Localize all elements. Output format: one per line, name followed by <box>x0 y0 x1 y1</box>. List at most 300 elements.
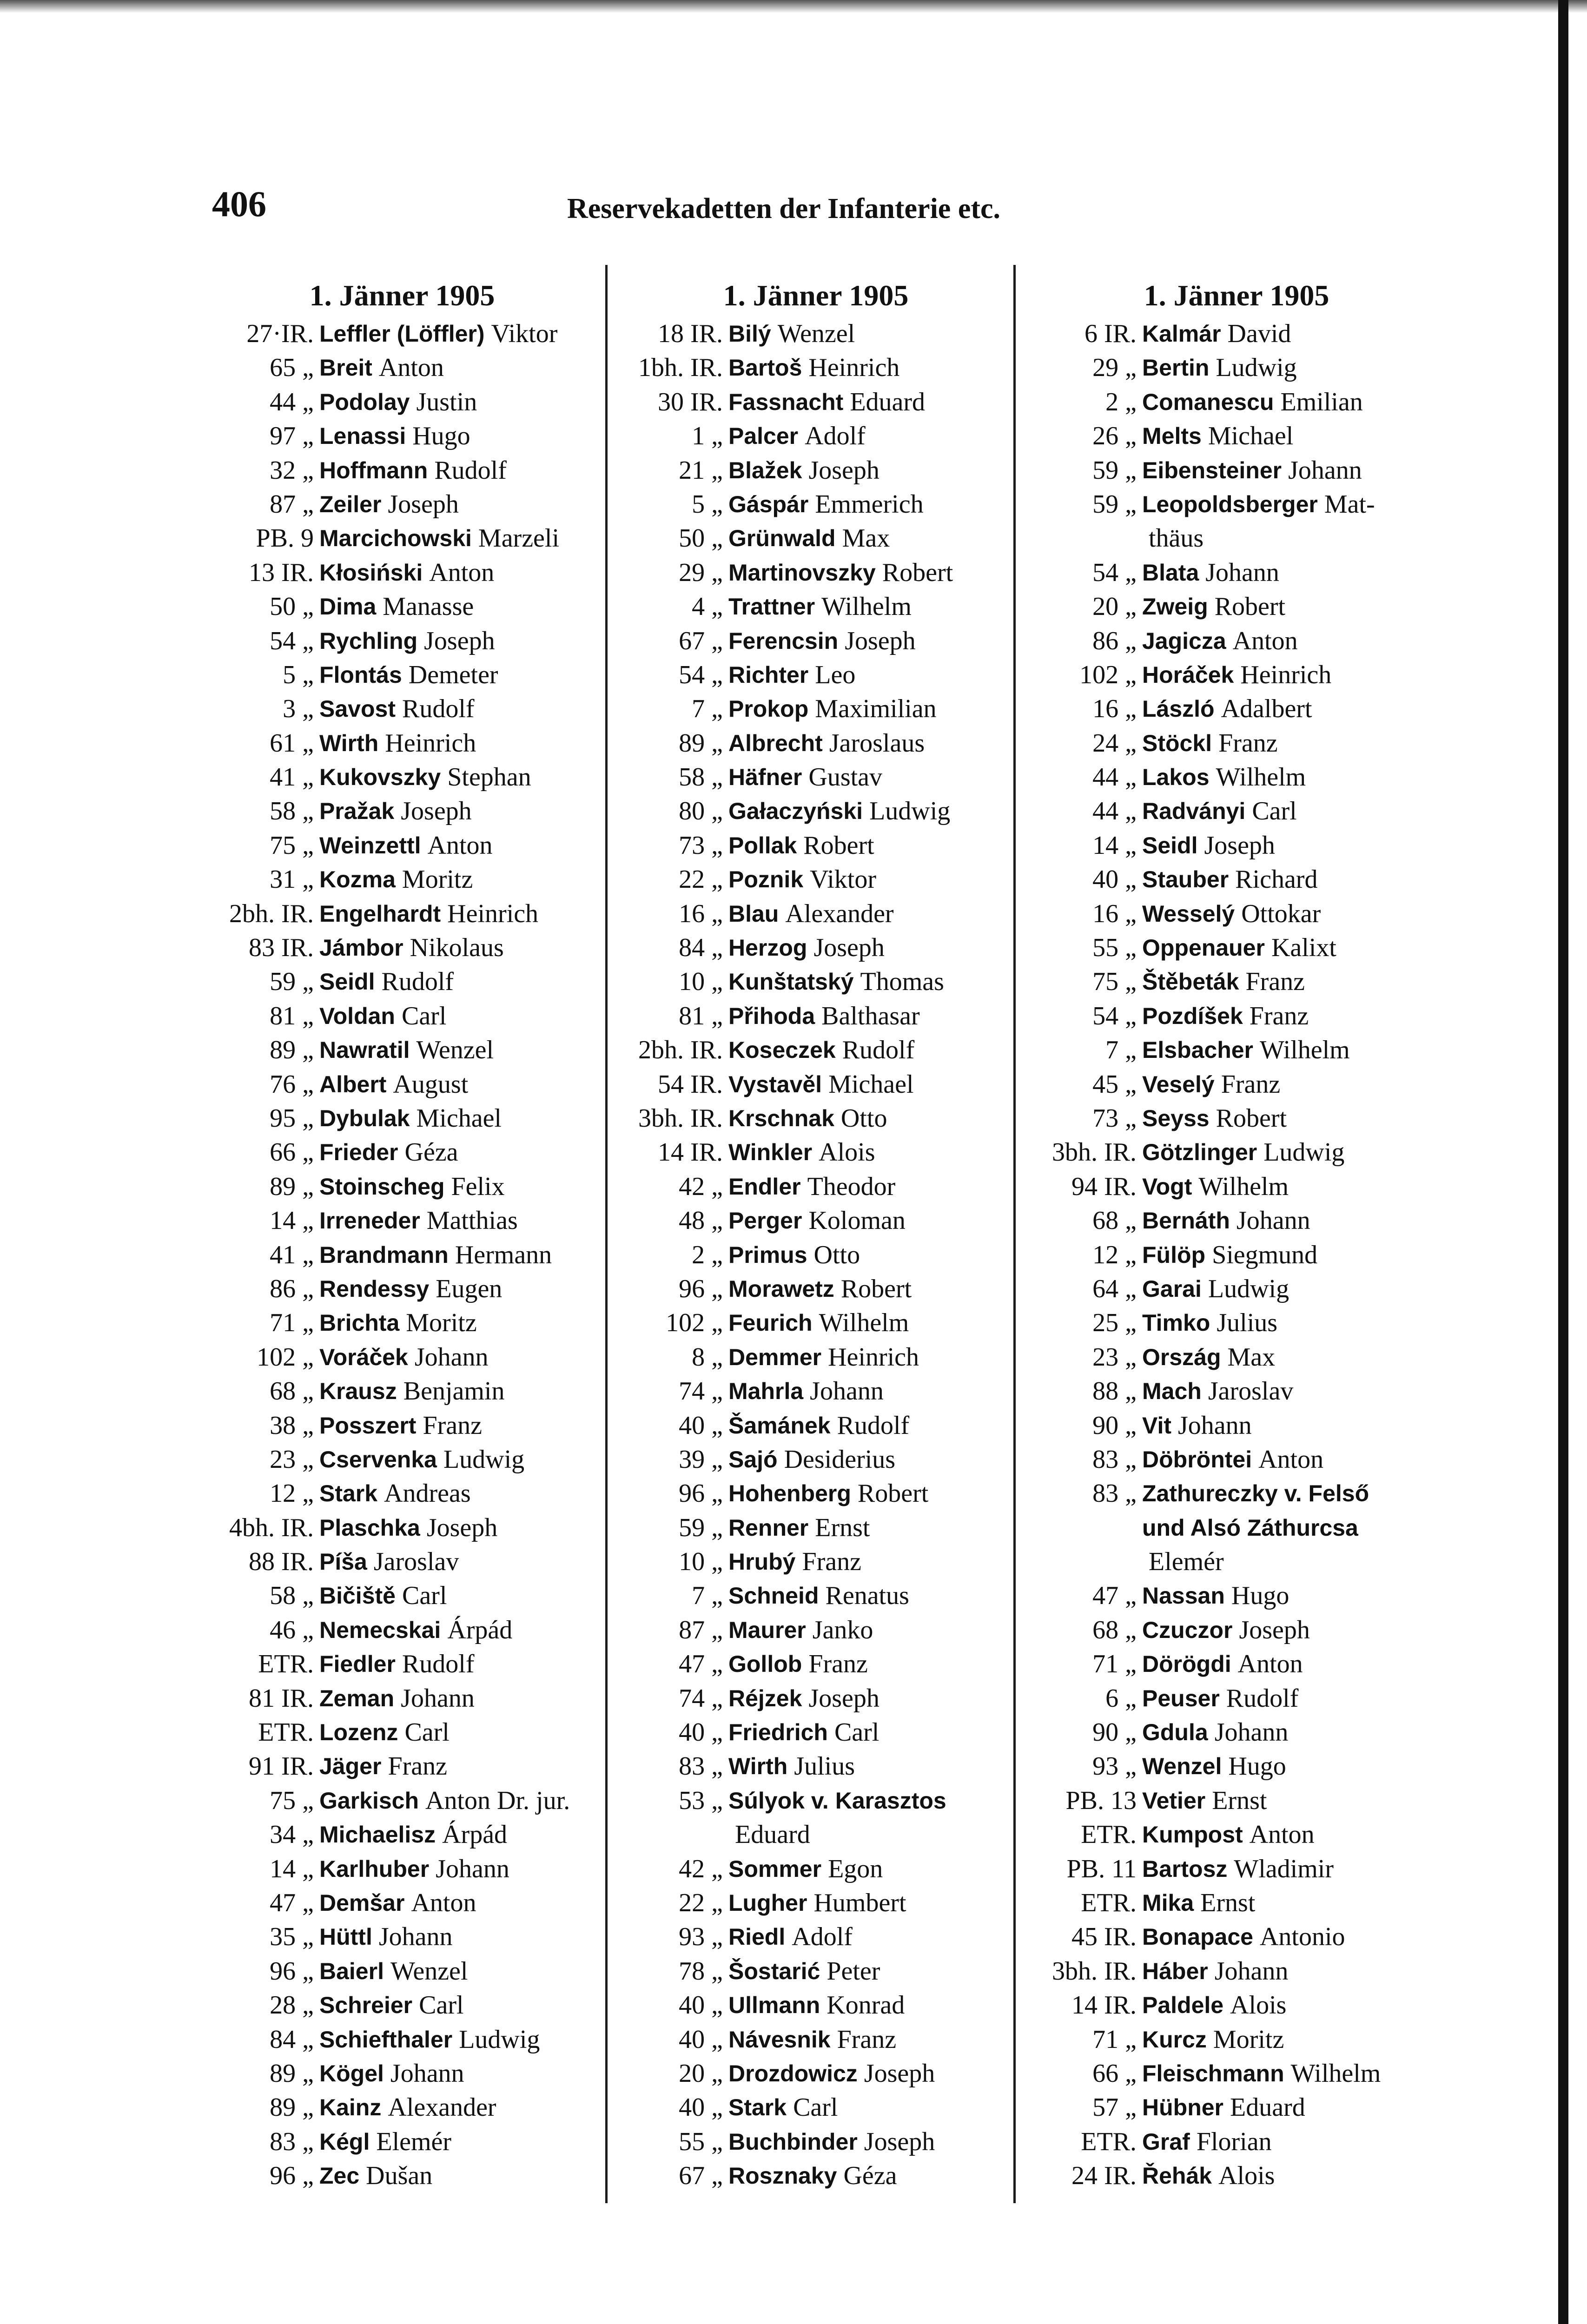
unit-label: 68 „ <box>1092 1206 1137 1235</box>
roster-entry <box>1027 658 1446 692</box>
roster-entry <box>1027 1136 1446 1169</box>
given-name: David <box>1227 319 1291 348</box>
given-name: Jaroslaus <box>829 728 925 758</box>
given-name: Anton <box>427 831 493 860</box>
roster-entry <box>614 1818 1018 1852</box>
given-name: Balthasar <box>821 1001 920 1030</box>
roster-entry <box>614 965 1018 999</box>
unit-label: 20 „ <box>679 2059 723 2088</box>
roster-entry <box>614 1443 1018 1477</box>
surname: Seidl <box>1142 832 1198 858</box>
roster-column-3 <box>1027 274 1446 2217</box>
surname: Dörögdi <box>1142 1651 1231 1677</box>
unit-label: 66 „ <box>270 1138 314 1167</box>
given-name: Carl <box>404 1718 450 1747</box>
given-name: Antonio <box>1259 1922 1345 1952</box>
roster-entry <box>614 2091 1018 2125</box>
surname: Albert <box>319 1071 387 1097</box>
roster-entry <box>1027 1306 1446 1340</box>
unit-label: 81 „ <box>270 1001 314 1030</box>
surname: Richter <box>728 661 809 688</box>
surname: Stark <box>319 1480 378 1507</box>
surname: Háber <box>1142 1958 1208 1984</box>
surname: Kukovszky <box>319 764 441 791</box>
unit-label: 7 „ <box>1105 1036 1137 1065</box>
roster-entry <box>1027 1443 1446 1477</box>
unit-label: PB. 11 <box>1066 1854 1137 1883</box>
surname: Sajó <box>728 1446 778 1472</box>
given-name: Joseph <box>864 2059 935 2088</box>
unit-label: 54 „ <box>1092 1001 1137 1030</box>
surname: Schiefthaler <box>319 2026 453 2053</box>
surname: Ország <box>1142 1344 1221 1370</box>
roster-column-1 <box>205 274 600 2217</box>
surname: Píša <box>319 1549 367 1575</box>
roster-entry <box>205 1443 600 1477</box>
given-name: Heinrich <box>385 728 476 758</box>
column-divider-1 <box>605 265 608 2203</box>
unit-label: 5 „ <box>692 489 723 519</box>
unit-label: 35 „ <box>270 1922 314 1952</box>
given-name: Jaroslav <box>373 1547 459 1577</box>
surname: Dybulak <box>319 1105 410 1131</box>
unit-label: 14 „ <box>270 1854 314 1883</box>
unit-label: 47 „ <box>1092 1581 1137 1611</box>
roster-entry <box>614 931 1018 965</box>
surname: Breit <box>319 355 372 381</box>
unit-label: 87 „ <box>270 489 314 519</box>
roster-entry <box>205 2159 600 2193</box>
given-name: Emmerich <box>815 489 924 519</box>
roster-entry <box>614 1204 1018 1238</box>
roster-entry <box>1027 385 1446 419</box>
given-name: Árpád <box>447 1615 513 1644</box>
given-name: Joseph <box>424 626 495 655</box>
given-name: Johann <box>1236 1206 1310 1235</box>
roster-entry <box>205 1306 600 1340</box>
given-name: Alois <box>1218 2161 1275 2191</box>
roster-entry <box>205 1511 600 1545</box>
given-name: Otto <box>840 1103 887 1133</box>
roster-entry <box>1027 2125 1446 2159</box>
unit-label: 87 „ <box>679 1615 723 1644</box>
unit-label: 16 „ <box>1092 694 1137 724</box>
unit-label: 16 „ <box>679 899 723 928</box>
unit-label: 58 „ <box>270 797 314 826</box>
unit-label: 4bh. IR. <box>229 1513 314 1542</box>
roster-entry <box>1027 1170 1446 1204</box>
roster-entry <box>205 1613 600 1647</box>
roster-entry <box>614 1238 1018 1272</box>
unit-label: 1bh. IR. <box>638 353 723 383</box>
surname: Paldele <box>1142 1992 1224 2019</box>
given-name: Benjamin <box>403 1377 505 1406</box>
surname: Graf <box>1142 2128 1190 2155</box>
roster-entry <box>1027 692 1446 726</box>
column-heading: 1. Jänner 1905 <box>723 279 909 312</box>
roster-entry <box>1027 556 1446 590</box>
surname: Kurcz <box>1142 2026 1207 2053</box>
surname: Jámbor <box>319 935 403 961</box>
surname: Vit <box>1142 1412 1171 1439</box>
surname: Frieder <box>319 1139 398 1166</box>
unit-label: 44 „ <box>270 387 314 416</box>
given-name: Joseph <box>1239 1615 1310 1644</box>
given-name: Franz <box>423 1411 482 1440</box>
given-name: Anton <box>1249 1820 1315 1849</box>
given-name: Robert <box>857 1479 929 1508</box>
roster-entry <box>614 2159 1018 2193</box>
roster-entry <box>614 590 1018 624</box>
unit-label: 86 „ <box>1092 626 1137 655</box>
unit-label: 45 „ <box>1092 1070 1137 1099</box>
unit-label: 71 „ <box>270 1308 314 1338</box>
roster-entry <box>205 1272 600 1306</box>
given-name: Franz <box>802 1547 861 1577</box>
surname: Winkler <box>728 1139 813 1166</box>
surname: Wirth <box>319 730 379 756</box>
surname: Seidl <box>319 969 375 995</box>
unit-label: 27·IR. <box>246 319 314 348</box>
unit-label: 57 „ <box>1092 2093 1137 2122</box>
roster-entry <box>614 317 1018 351</box>
roster-entry <box>1027 1511 1446 1545</box>
given-name: Carl <box>793 2093 838 2122</box>
roster-entry <box>205 1340 600 1374</box>
unit-label: 46 „ <box>270 1615 314 1644</box>
unit-label: 59 „ <box>1092 489 1137 519</box>
given-name: Elemér <box>376 2127 452 2156</box>
surname: Vetier <box>1142 1787 1206 1814</box>
surname: Kozma <box>319 866 396 893</box>
surname: Šostarić <box>728 1958 820 1984</box>
given-name: Johann <box>1214 1718 1289 1747</box>
given-name: Árpád <box>442 1820 508 1849</box>
unit-label: 86 „ <box>270 1274 314 1303</box>
surname: Bilý <box>728 321 771 347</box>
roster-entry <box>205 1238 600 1272</box>
surname: Fassnacht <box>728 389 844 415</box>
unit-label: 5 „ <box>283 660 314 689</box>
roster-entry <box>614 1068 1018 1102</box>
unit-label: 7 „ <box>692 694 723 724</box>
unit-label: ETR. <box>1081 2127 1137 2156</box>
unit-label: 71 „ <box>1092 1650 1137 1679</box>
unit-label: 47 „ <box>270 1888 314 1917</box>
unit-label: 54 „ <box>679 660 723 689</box>
surname: Elsbacher <box>1142 1037 1254 1063</box>
surname: Garai <box>1142 1275 1202 1302</box>
given-name: Ernst <box>1212 1786 1267 1815</box>
unit-label: 32 „ <box>270 456 314 485</box>
surname: Poznik <box>728 866 804 893</box>
roster-entry <box>205 1886 600 1920</box>
given-name: Moritz <box>1213 2025 1284 2054</box>
unit-label: 2bh. IR. <box>229 899 314 928</box>
surname: Hübner <box>1142 2094 1223 2121</box>
surname: Koseczek <box>728 1037 836 1063</box>
surname: Riedl <box>728 1924 786 1950</box>
roster-entry <box>614 863 1018 897</box>
unit-label: 83 „ <box>270 2127 314 2156</box>
surname: Přihoda <box>728 1003 815 1029</box>
given-name: Wladimir <box>1234 1854 1334 1883</box>
roster-entry <box>205 1920 600 1954</box>
page-top-edge <box>0 0 1587 13</box>
given-name: Manasse <box>383 592 474 621</box>
given-name: Mat- <box>1324 489 1375 519</box>
given-name: Michael <box>1208 422 1294 451</box>
unit-label: 23 „ <box>1092 1342 1137 1372</box>
unit-label: 89 „ <box>270 2093 314 2122</box>
given-name: Michael <box>416 1103 502 1133</box>
given-name: Ludwig <box>1208 1274 1289 1303</box>
unit-label: 13 IR. <box>249 558 314 587</box>
roster-entry <box>205 1784 600 1818</box>
given-name: Alexander <box>785 899 894 928</box>
given-name: Thomas <box>860 967 944 997</box>
surname: Fülöp <box>1142 1241 1206 1268</box>
unit-label: 83 „ <box>1092 1479 1137 1508</box>
roster-entry <box>205 1033 600 1067</box>
unit-label: 42 „ <box>679 1172 723 1201</box>
unit-label: 59 „ <box>270 967 314 997</box>
given-name: Franz <box>1245 967 1305 997</box>
given-name: Janko <box>812 1615 873 1644</box>
unit-label: 59 „ <box>679 1513 723 1542</box>
surname: Bartosz <box>1142 1855 1228 1882</box>
roster-entry <box>1027 488 1446 522</box>
given-name: Rudolf <box>381 967 454 997</box>
roster-entry <box>614 1920 1018 1954</box>
unit-label: 84 „ <box>270 2025 314 2054</box>
roster-entry <box>205 556 600 590</box>
unit-label: 22 „ <box>679 865 723 894</box>
given-name: Heinrich <box>1240 660 1332 689</box>
unit-label: 89 „ <box>270 2059 314 2088</box>
unit-label: 53 „ <box>679 1786 723 1815</box>
surname: Sommer <box>728 1855 822 1882</box>
unit-label: 22 „ <box>679 1888 723 1917</box>
roster-entry <box>205 488 600 522</box>
roster-entry <box>614 829 1018 863</box>
given-name: Franz <box>1218 728 1278 758</box>
roster-entry <box>614 1716 1018 1750</box>
given-name: Anton Dr. jur. <box>425 1786 570 1815</box>
roster-entry <box>614 760 1018 794</box>
given-name: August <box>393 1070 469 1099</box>
given-name: Johann <box>810 1377 884 1406</box>
surname: Súlyok v. Karasztos <box>728 1787 946 1814</box>
unit-label: 74 „ <box>679 1684 723 1713</box>
surname: Blata <box>1142 559 1199 586</box>
surname: Savost <box>319 696 396 722</box>
surname: Nawratil <box>319 1037 410 1063</box>
given-name: Egon <box>828 1854 883 1883</box>
unit-label: 89 „ <box>270 1036 314 1065</box>
roster-entry <box>614 1579 1018 1613</box>
unit-label: 75 „ <box>1092 967 1137 997</box>
roster-entry <box>1027 931 1446 965</box>
unit-label: 67 „ <box>679 2161 723 2191</box>
given-name: Richard <box>1235 865 1318 894</box>
roster-entry <box>205 1852 600 1886</box>
unit-label: 97 „ <box>270 422 314 451</box>
unit-label: 102 „ <box>666 1308 723 1338</box>
surname: Garkisch <box>319 1787 419 1814</box>
roster-entry <box>1027 1340 1446 1374</box>
unit-label: 54 „ <box>1092 558 1137 587</box>
surname: Mach <box>1142 1378 1202 1405</box>
unit-label: 95 „ <box>270 1103 314 1133</box>
unit-label: 38 „ <box>270 1411 314 1440</box>
roster-entry <box>614 1852 1018 1886</box>
roster-entry <box>205 692 600 726</box>
roster-entry <box>1027 1716 1446 1750</box>
surname: Prokop <box>728 696 809 722</box>
roster-entry <box>614 1784 1018 1818</box>
surname: Blau <box>728 900 779 927</box>
given-name: Demeter <box>408 660 498 689</box>
roster-entry <box>1027 2023 1446 2057</box>
roster-entry <box>1027 1102 1446 1136</box>
unit-label: 96 „ <box>679 1479 723 1508</box>
given-name: Theodor <box>807 1172 896 1201</box>
unit-label: 14 „ <box>1092 831 1137 860</box>
unit-label: 40 „ <box>1092 865 1137 894</box>
surname: Gollob <box>728 1651 802 1677</box>
roster-entry <box>205 1170 600 1204</box>
surname: Stoinscheg <box>319 1173 445 1200</box>
surname: Drozdowicz <box>728 2060 858 2086</box>
surname: Bičiště <box>319 1583 396 1609</box>
unit-label: 6 „ <box>1105 1684 1137 1713</box>
roster-entry <box>614 658 1018 692</box>
surname: Engelhardt <box>319 900 441 927</box>
roster-entry <box>1027 590 1446 624</box>
given-name: Koloman <box>808 1206 906 1235</box>
roster-entry <box>614 624 1018 658</box>
unit-label: 14 IR. <box>1071 1991 1137 2020</box>
roster-entry <box>205 760 600 794</box>
unit-label: 48 „ <box>679 1206 723 1235</box>
given-name: Géza <box>404 1138 458 1167</box>
given-name: Hermann <box>455 1240 552 1269</box>
unit-label: 84 „ <box>679 933 723 963</box>
roster-entry <box>614 2125 1018 2159</box>
unit-label: 80 „ <box>679 797 723 826</box>
surname: Michaelisz <box>319 1822 436 1848</box>
given-name: Julius <box>794 1752 855 1781</box>
unit-label: 61 „ <box>270 728 314 758</box>
surname: Plaschka <box>319 1514 420 1541</box>
roster-entry <box>1027 2057 1446 2091</box>
roster-entry <box>1027 1204 1446 1238</box>
surname: Jäger <box>319 1753 382 1780</box>
roster-entry <box>205 999 600 1033</box>
surname: Trattner <box>728 594 815 620</box>
unit-label: 88 IR. <box>249 1547 314 1577</box>
roster-entry <box>205 624 600 658</box>
roster-entry <box>205 726 600 760</box>
given-name: Rudolf <box>1226 1684 1299 1713</box>
surname: László <box>1142 696 1215 722</box>
surname: Kégl <box>319 2128 370 2155</box>
surname: Martinovszky <box>728 559 876 586</box>
surname: Lenassi <box>319 423 406 449</box>
given-name: Ludwig <box>1263 1138 1345 1167</box>
surname: Hrubý <box>728 1549 796 1575</box>
surname: Irreneder <box>319 1208 420 1234</box>
surname: Schneid <box>728 1583 819 1609</box>
surname: Gdula <box>1142 1719 1208 1746</box>
roster-entry <box>1027 1886 1446 1920</box>
given-name: Joseph <box>808 1684 879 1713</box>
column-heading: 1. Jänner 1905 <box>309 279 495 312</box>
unit-label: 44 „ <box>1092 763 1137 792</box>
surname: Kłosiński <box>319 559 423 586</box>
given-name: Rudolf <box>837 1411 910 1440</box>
given-name: Carl <box>834 1718 879 1747</box>
given-name: Wilhelm <box>821 592 912 621</box>
given-name: Michael <box>828 1070 914 1099</box>
unit-label: 12 „ <box>1092 1240 1137 1269</box>
given-name: Desiderius <box>784 1445 896 1474</box>
given-name: Max <box>842 524 890 553</box>
given-name: Alexander <box>388 2093 496 2122</box>
unit-label: 42 „ <box>679 1854 723 1883</box>
roster-entry <box>1027 1545 1446 1579</box>
roster-entry <box>205 2023 600 2057</box>
surname: Comanescu <box>1142 389 1274 415</box>
surname: Vogt <box>1142 1173 1192 1200</box>
unit-label: 25 „ <box>1092 1308 1137 1338</box>
unit-label: 12 „ <box>270 1479 314 1508</box>
given-name: Ludwig <box>1216 353 1297 383</box>
roster-entry <box>614 1136 1018 1169</box>
unit-label: 83 „ <box>679 1752 723 1781</box>
roster-entry <box>205 1988 600 2022</box>
unit-label: 54 „ <box>270 626 314 655</box>
roster-entry <box>614 488 1018 522</box>
roster-entry <box>1027 454 1446 488</box>
unit-label: 81 IR. <box>249 1684 314 1713</box>
unit-label: 64 „ <box>1092 1274 1137 1303</box>
roster-entry <box>614 351 1018 385</box>
surname: Gáspár <box>728 491 809 517</box>
roster-entry <box>1027 1784 1446 1818</box>
given-name: Andreas <box>384 1479 471 1508</box>
given-name: Elemér <box>1149 1547 1224 1577</box>
given-name: Wenzel <box>777 319 855 348</box>
surname: Eibensteiner <box>1142 457 1282 483</box>
roster-entry <box>1027 794 1446 828</box>
roster-entry <box>205 522 600 555</box>
unit-label: 68 „ <box>270 1377 314 1406</box>
given-name: Franz <box>808 1650 868 1679</box>
unit-label: 89 „ <box>270 1172 314 1201</box>
unit-label: 7 „ <box>692 1581 723 1611</box>
given-name: Joseph <box>1204 831 1275 860</box>
roster-entry <box>205 1682 600 1716</box>
unit-label: 96 „ <box>270 2161 314 2191</box>
given-name: Moritz <box>406 1308 477 1338</box>
roster-entry <box>1027 624 1446 658</box>
unit-label: 39 „ <box>679 1445 723 1474</box>
surname: Krschnak <box>728 1105 834 1131</box>
given-name: Carl <box>1252 797 1297 826</box>
surname: Voldan <box>319 1003 395 1029</box>
